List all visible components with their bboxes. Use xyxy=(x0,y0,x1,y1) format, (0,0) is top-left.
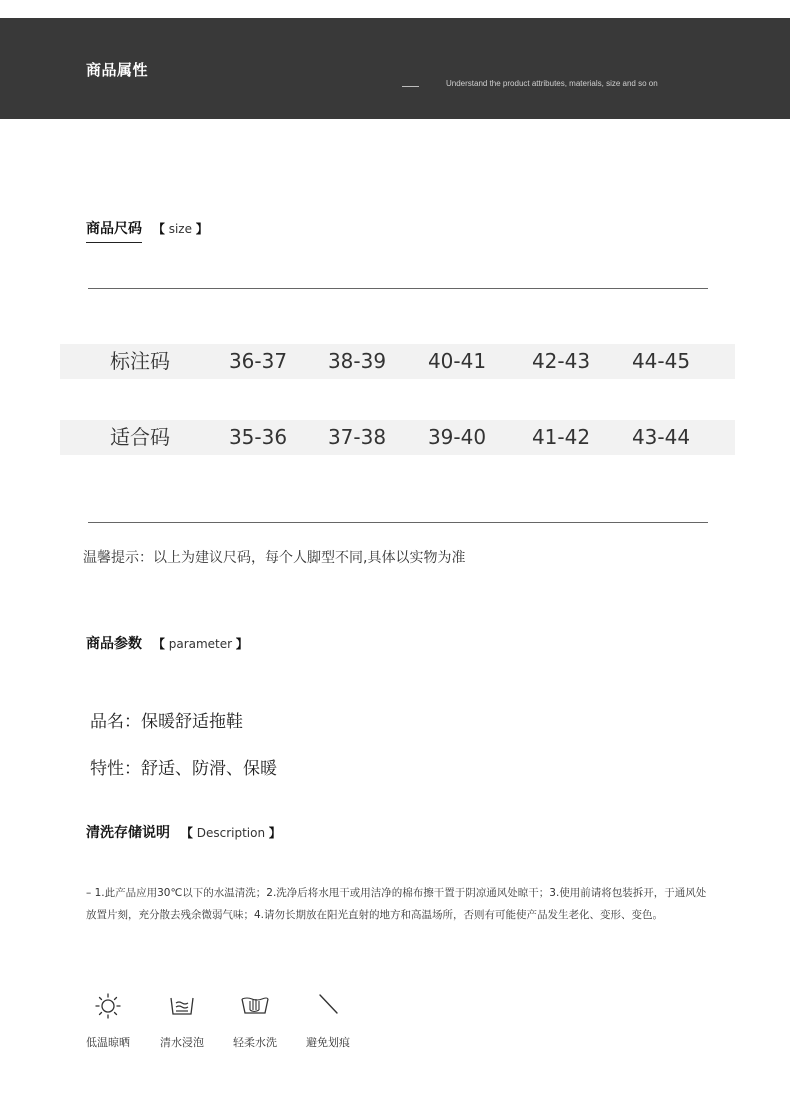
size-title-tag: 【 size 】 xyxy=(152,222,208,236)
wash-title-text: 清洗存储说明 xyxy=(86,825,170,841)
size-row-marked xyxy=(60,344,735,379)
care-label: 低温晾晒 xyxy=(86,1036,130,1049)
hand-wash-icon xyxy=(239,990,271,1020)
wash-section-title xyxy=(86,822,281,842)
care-item xyxy=(78,990,138,1049)
care-item xyxy=(225,990,285,1049)
param-feature-line: 特性：舒适、防滑、保暖 xyxy=(90,759,277,779)
care-item xyxy=(298,990,358,1049)
size-row-fit xyxy=(60,420,735,455)
param-section-title xyxy=(86,633,248,653)
size-top-divider xyxy=(88,288,708,289)
wash-title-tag: 【 Description 】 xyxy=(180,826,281,840)
size-title-text: 商品尺码 xyxy=(86,221,142,243)
param-name-line: 品名：保暖舒适拖鞋 xyxy=(90,712,243,732)
sun-icon xyxy=(93,990,123,1020)
size-cell: 37-38 xyxy=(327,425,387,449)
size-cell: 36-37 xyxy=(228,349,288,373)
size-bottom-divider xyxy=(88,522,708,523)
size-cell: 40-41 xyxy=(427,349,487,373)
header-subtitle: Understand the product attributes, materials, size and so on xyxy=(446,79,658,88)
care-label: 清水浸泡 xyxy=(160,1036,204,1049)
size-cell: 35-36 xyxy=(228,425,288,449)
size-cell: 44-45 xyxy=(631,349,691,373)
size-cell: 41-42 xyxy=(531,425,591,449)
size-cell: 38-39 xyxy=(327,349,387,373)
care-label: 避免划痕 xyxy=(306,1036,350,1049)
size-tip: 温馨提示：以上为建议尺码，每个人脚型不同,具体以实物为准 xyxy=(83,550,466,566)
param-title-text: 商品参数 xyxy=(86,636,142,652)
size-row-label: 标注码 xyxy=(110,349,170,373)
care-label: 轻柔水洗 xyxy=(233,1036,277,1049)
size-cell: 42-43 xyxy=(531,349,591,373)
header-banner xyxy=(0,18,790,119)
size-row-label: 适合码 xyxy=(110,425,170,449)
size-section-title xyxy=(86,218,208,238)
care-item xyxy=(152,990,212,1049)
wash-description: – 1.此产品应用30℃以下的水温清洗；2.洗净后将水甩干或用洁净的棉布擦干置于阴凉通风处晾干；3.使用前请将包装拆开，于通风处放置片刻，充分散去残余微弱气味；4.请勿长期放在阳光直射的地方和高温场所，否则有可能使产品发生老化、变形、变色。 xyxy=(86,887,707,921)
header-dash xyxy=(402,86,419,87)
water-basin-icon xyxy=(167,990,197,1020)
size-cell: 39-40 xyxy=(427,425,487,449)
scratch-line-icon xyxy=(313,990,343,1020)
size-cell: 43-44 xyxy=(631,425,691,449)
param-title-tag: 【 parameter 】 xyxy=(152,637,248,651)
header-title: 商品属性 xyxy=(86,61,149,79)
